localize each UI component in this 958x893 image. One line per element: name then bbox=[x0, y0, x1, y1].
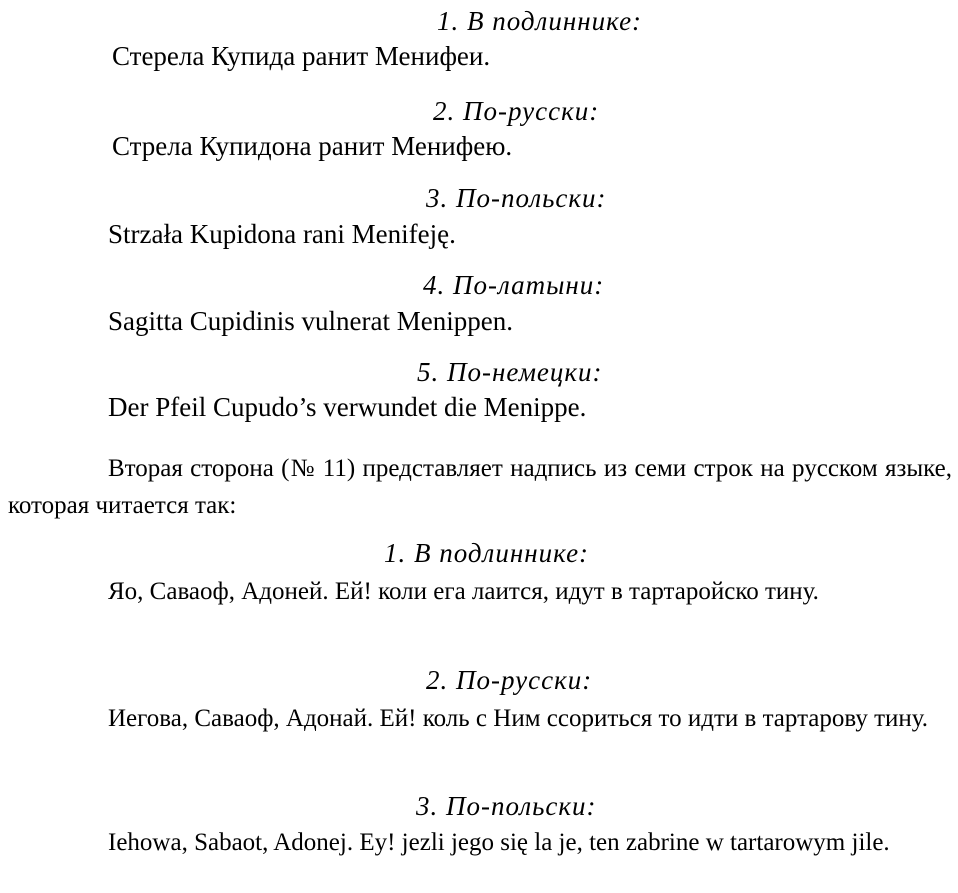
paragraph-russian-2: Иегова, Саваоф, Адонай. Ей! коль с Ним ссориться то идти в тартарову тину. bbox=[108, 705, 929, 732]
heading-original-2: 1. В подлиннике: bbox=[384, 538, 590, 568]
text-german: Der Pfeil Cupudo’s verwundet die Menippe. bbox=[108, 392, 587, 422]
heading-latin: 4. По-латыни: bbox=[423, 270, 605, 300]
heading-russian-1: 2. По-русски: bbox=[433, 96, 600, 126]
paragraph-polish-2: Iehowa, Sabaot, Adonej. Ey! jezli jego się la je, ten zabrine w tartarowym jile. bbox=[108, 829, 890, 856]
heading-german: 5. По-немецки: bbox=[417, 357, 603, 387]
text-latin: Sagitta Cupidinis vulnerat Menippen. bbox=[108, 306, 513, 336]
heading-polish-2: 3. По-польски: bbox=[416, 791, 597, 821]
heading-original-1: 1. В подлиннике: bbox=[437, 6, 643, 36]
paragraph-original-2: Яо, Саваоф, Адоней. Ей! коли ега лаится, идут в тартаройско тину. bbox=[108, 578, 819, 605]
intro-paragraph: Вторая сторона (№ 11) представляет надпись из семи строк на русском языке, которая читается так: bbox=[8, 455, 952, 519]
heading-russian-2: 2. По-русски: bbox=[426, 665, 593, 695]
text-original-1: Стерела Купида ранит Менифеи. bbox=[112, 41, 491, 71]
heading-polish-1: 3. По-польски: bbox=[426, 183, 607, 213]
text-russian-1: Стрела Купидона ранит Менифею. bbox=[112, 131, 513, 161]
text-polish-1: Strzała Kupidona rani Menifeję. bbox=[108, 219, 456, 249]
